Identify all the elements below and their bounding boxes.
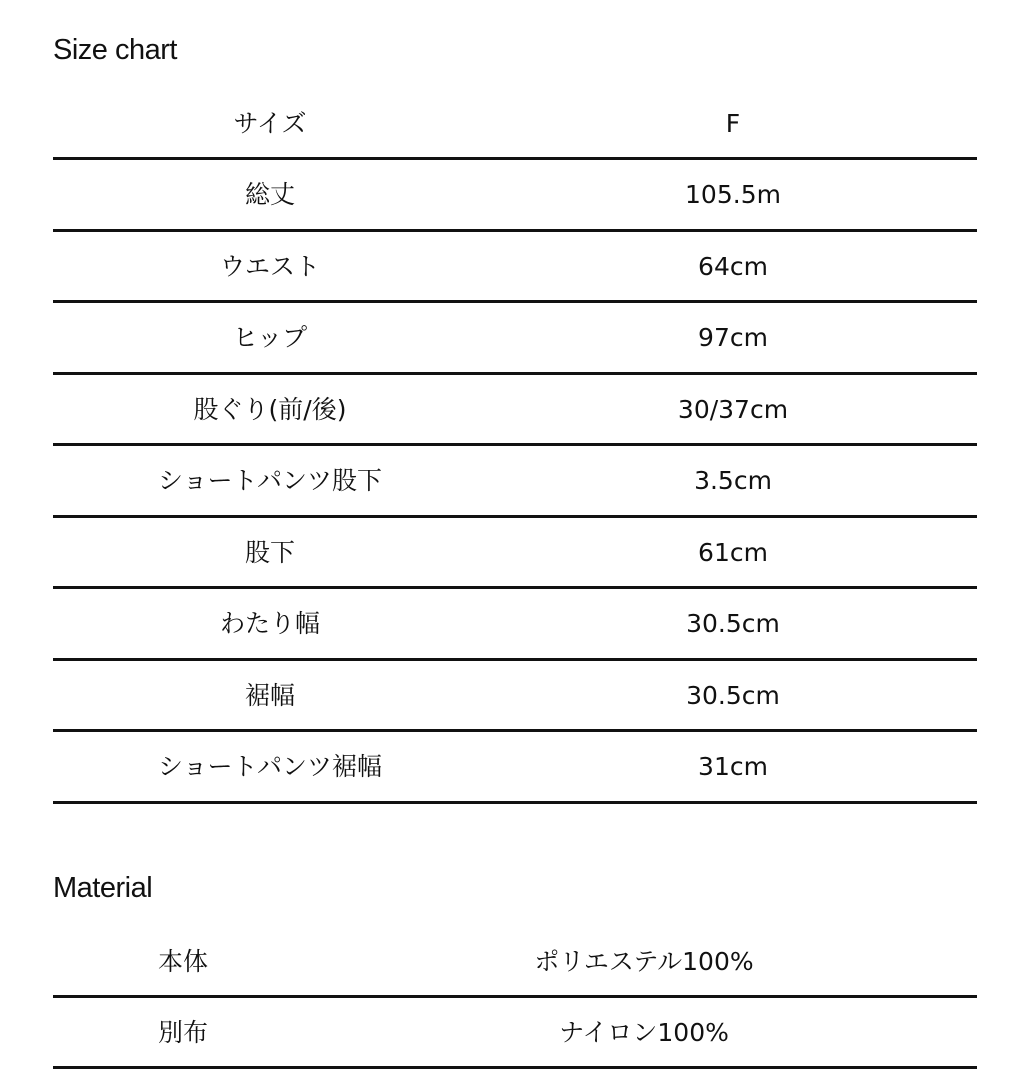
value-cell: 97cm	[698, 323, 768, 352]
label-cell: ヒップ	[232, 323, 308, 352]
value-cell: ポリエステル100%	[534, 947, 754, 976]
label-cell: ウエスト	[219, 251, 321, 281]
row-divider	[53, 801, 977, 804]
table-row	[53, 588, 977, 659]
label-cell: 裾幅	[244, 680, 296, 710]
material-title: Material	[53, 872, 153, 904]
table-row	[53, 231, 977, 302]
value-cell: 61cm	[698, 537, 768, 567]
value-cell: 30/37cm	[677, 394, 789, 424]
label-cell: 本体	[157, 947, 209, 976]
value-cell: ナイロン100%	[559, 1018, 729, 1047]
table-header-row	[53, 88, 977, 159]
label-cell: 総丈	[244, 180, 296, 209]
table-row	[53, 302, 977, 373]
table-row	[53, 159, 977, 230]
value-cell: F	[725, 109, 741, 138]
size-chart-title: Size chart	[53, 34, 177, 66]
label-cell: サイズ	[233, 109, 307, 138]
label-cell: わたり幅	[219, 609, 321, 638]
value-cell: 105.5m	[685, 180, 781, 209]
label-cell: 股下	[244, 537, 296, 567]
label-cell: 股ぐり(前/後)	[193, 394, 347, 424]
label-cell: ショートパンツ裾幅	[157, 752, 383, 781]
value-cell: 64cm	[698, 251, 768, 281]
table-row	[53, 517, 977, 588]
value-cell: 3.5cm	[694, 466, 772, 495]
table-row	[53, 997, 977, 1068]
table-row	[53, 731, 977, 802]
table-row	[53, 660, 977, 731]
value-cell: 30.5cm	[686, 609, 780, 638]
label-cell: ショートパンツ股下	[157, 466, 383, 495]
label-cell: 別布	[157, 1018, 209, 1047]
table-row	[53, 374, 977, 445]
row-divider	[53, 1066, 977, 1069]
value-cell: 30.5cm	[686, 680, 780, 710]
table-row	[53, 445, 977, 516]
table-row	[53, 926, 977, 997]
value-cell: 31cm	[698, 752, 768, 781]
